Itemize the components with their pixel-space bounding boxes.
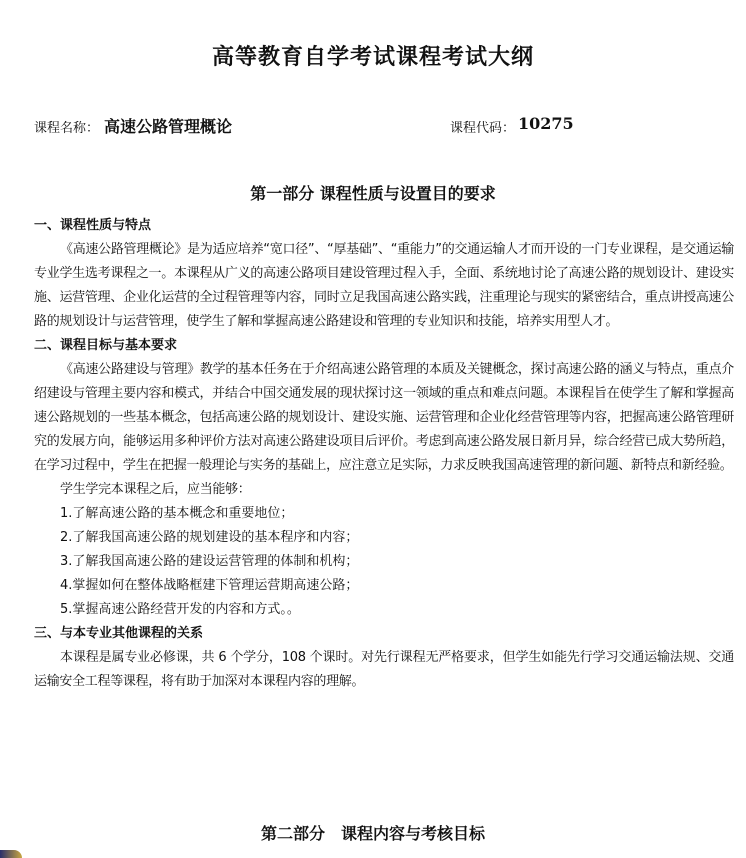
course-meta — [34, 114, 714, 136]
part2-title: 第二部分 课程内容与考核目标 — [260, 824, 485, 843]
section3-paragraph: 本课程是属专业必修课，共 6 个学分，108 个课时。对先行课程无严格要求，但学生如能先行学习交通运输法规、交通运输安全工程等课程，将有助于加深对本课程内容的理解。 — [34, 650, 734, 689]
part1-content — [34, 214, 734, 694]
section2-paragraph: 《高速公路建设与管理》教学的基本任务在于介绍高速公路管理的本质及关键概念，探讨高速公路的涵义与特点，重点介绍建设与管理主要内容和模式，并结合中国交通发展的现状探讨这一领域的重点和难点问题。本课程旨在使学生了解和掌握高速公路规划的一些基本概念，包括高速公路的规划设计、建设实施、运营管理和企业化经营管理等内容，把握高速公路管理研究的发展方向，能够运用多种评价方法对高速公路建设项目后评价。考虑到高速公路发展日新月异，综合经营已成大势所趋，在学习过程中，学生在把握一般理论与实务的基础上，应注意立足实际，力求反映我国高速管理的新问题、新特点和新经验。 — [34, 362, 734, 473]
course-name: 高速公路管理概论 — [104, 117, 233, 136]
list-item: 5.掌握高速公路经营开发的内容和方式。。 — [60, 602, 300, 617]
section1-paragraph: 《高速公路管理概论》是为适应培养“宽口径”、“厚基础”、“重能力”的交通运输人才而开设的一门专业课程，是交通运输专业学生选考课程之一。本课程从广义的高速公路项目建设管理过程入手，全面、系统地讨论了高速公路的规划设计、建设实施、运营管理、企业化运营的全过程管理等内容，同时立足我国高速公路实践，注重理论与现实的紧密结合，重点讲授高速公路的规划设计与运营管理，使学生了解和掌握高速公路建设和管理的专业知识和技能，培养实用型人才。 — [34, 242, 734, 329]
list-item: 1.了解高速公路的基本概念和重要地位； — [60, 506, 294, 521]
course-name-label: 课程名称： — [34, 121, 100, 136]
corner-decoration — [0, 850, 22, 858]
list-item: 3.了解我国高速公路的建设运营管理的体制和机构； — [60, 554, 359, 569]
part1-title: 第一部分 课程性质与设置目的要求 — [250, 184, 496, 203]
list-item: 2.了解我国高速公路的规划建设的基本程序和内容； — [60, 530, 359, 545]
section2-intro: 学生学完本课程之后，应当能够： — [60, 482, 251, 497]
list-item: 4.掌握如何在整体战略框建下管理运营期高速公路； — [60, 578, 359, 593]
objectives-list — [34, 502, 734, 622]
course-code-label: 课程代码： — [450, 121, 516, 136]
section1-heading: 一、课程性质与特点 — [34, 218, 152, 233]
document-title: 高等教育自学考试课程考试大纲 — [211, 44, 534, 70]
section3-heading: 三、与本专业其他课程的关系 — [34, 626, 204, 641]
course-code: 10275 — [518, 114, 574, 133]
section2-heading: 二、课程目标与基本要求 — [34, 338, 178, 353]
